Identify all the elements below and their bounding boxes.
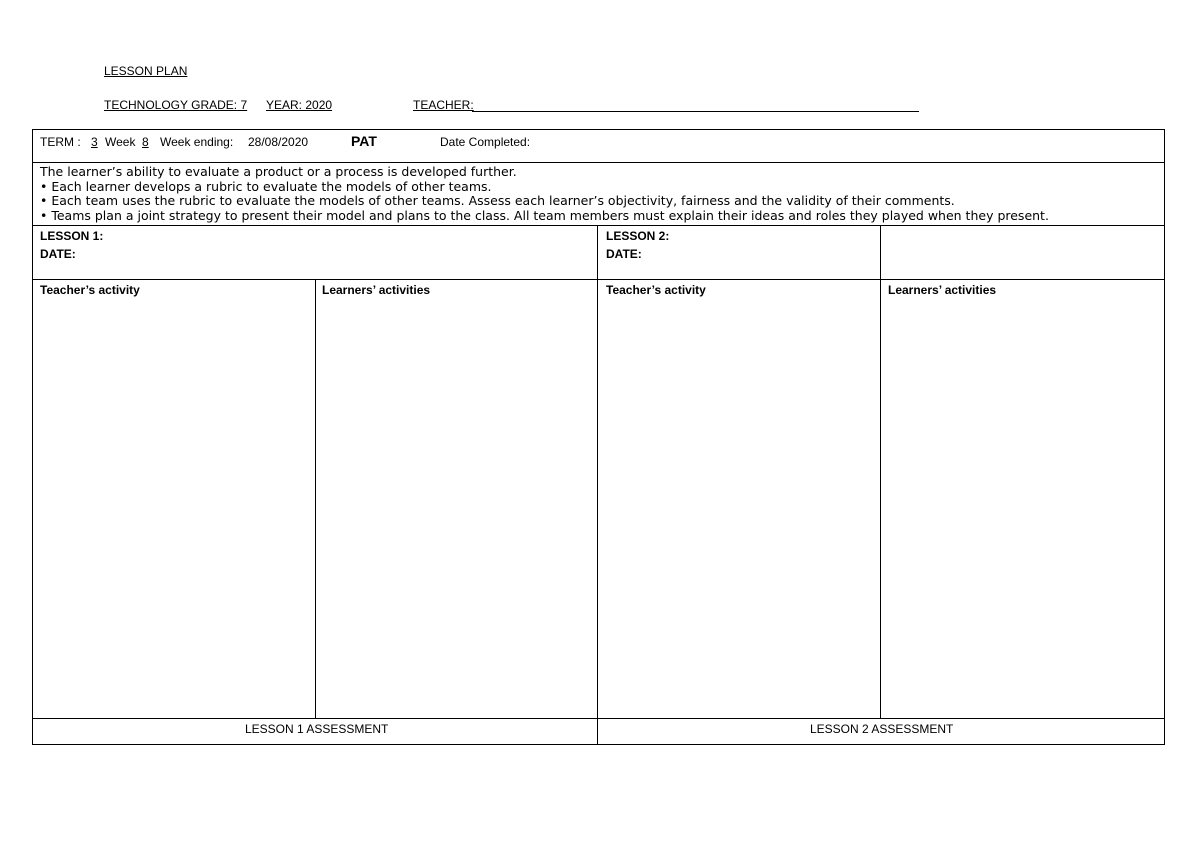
teacher-activity-header-2: Teacher’s activity (606, 283, 706, 297)
lesson-description (40, 165, 1049, 223)
row-divider-term (32, 162, 1165, 163)
week-ending-value: 28/08/2020 (248, 135, 309, 149)
lesson1-assessment-label: LESSON 1 ASSESSMENT (245, 722, 389, 736)
teacher-label: TEACHER: (413, 98, 474, 112)
teacher-name-line (472, 111, 919, 112)
week-value: 8 (142, 135, 149, 149)
column-divider-right (880, 225, 881, 719)
column-divider-middle (597, 225, 598, 745)
teacher-activity-header-1: Teacher’s activity (40, 283, 140, 297)
page-title: LESSON PLAN (104, 64, 188, 78)
column-divider-left (315, 279, 316, 719)
week-label: Week (105, 135, 136, 149)
lesson2-label: LESSON 2: (606, 229, 670, 243)
lesson1-date-label: DATE: (40, 247, 76, 261)
term-label: TERM : (40, 135, 81, 149)
pat-label: PAT (351, 133, 377, 149)
week-ending-label: Week ending: (160, 135, 234, 149)
term-value: 3 (91, 135, 98, 149)
description-line: • Teams plan a joint strategy to present their model and plans to the class. All team members must explain their ideas and roles they played when they present. (40, 207, 1049, 223)
row-divider-lessons (32, 279, 1165, 280)
description-line: • Each team uses the rubric to evaluate the models of other teams. Assess each learner’s objectivity, fairness and the validity of their comments. (40, 193, 955, 208)
lesson2-date-label: DATE: (606, 247, 642, 261)
year-label: YEAR: 2020 (266, 98, 333, 112)
learners-activities-header-1: Learners’ activities (322, 283, 431, 297)
description-line: The learner’s ability to evaluate a product or a process is developed further. (40, 164, 517, 179)
date-completed-label: Date Completed: (440, 135, 531, 149)
learners-activities-header-2: Learners’ activities (888, 283, 997, 297)
row-divider-description (32, 225, 1165, 226)
lesson1-label: LESSON 1: (40, 229, 104, 243)
lesson2-assessment-label: LESSON 2 ASSESSMENT (810, 722, 954, 736)
grade-label: TECHNOLOGY GRADE: 7 (104, 98, 248, 112)
row-divider-activities (32, 718, 1165, 719)
description-line: • Each learner develops a rubric to evaluate the models of other teams. (40, 178, 492, 194)
